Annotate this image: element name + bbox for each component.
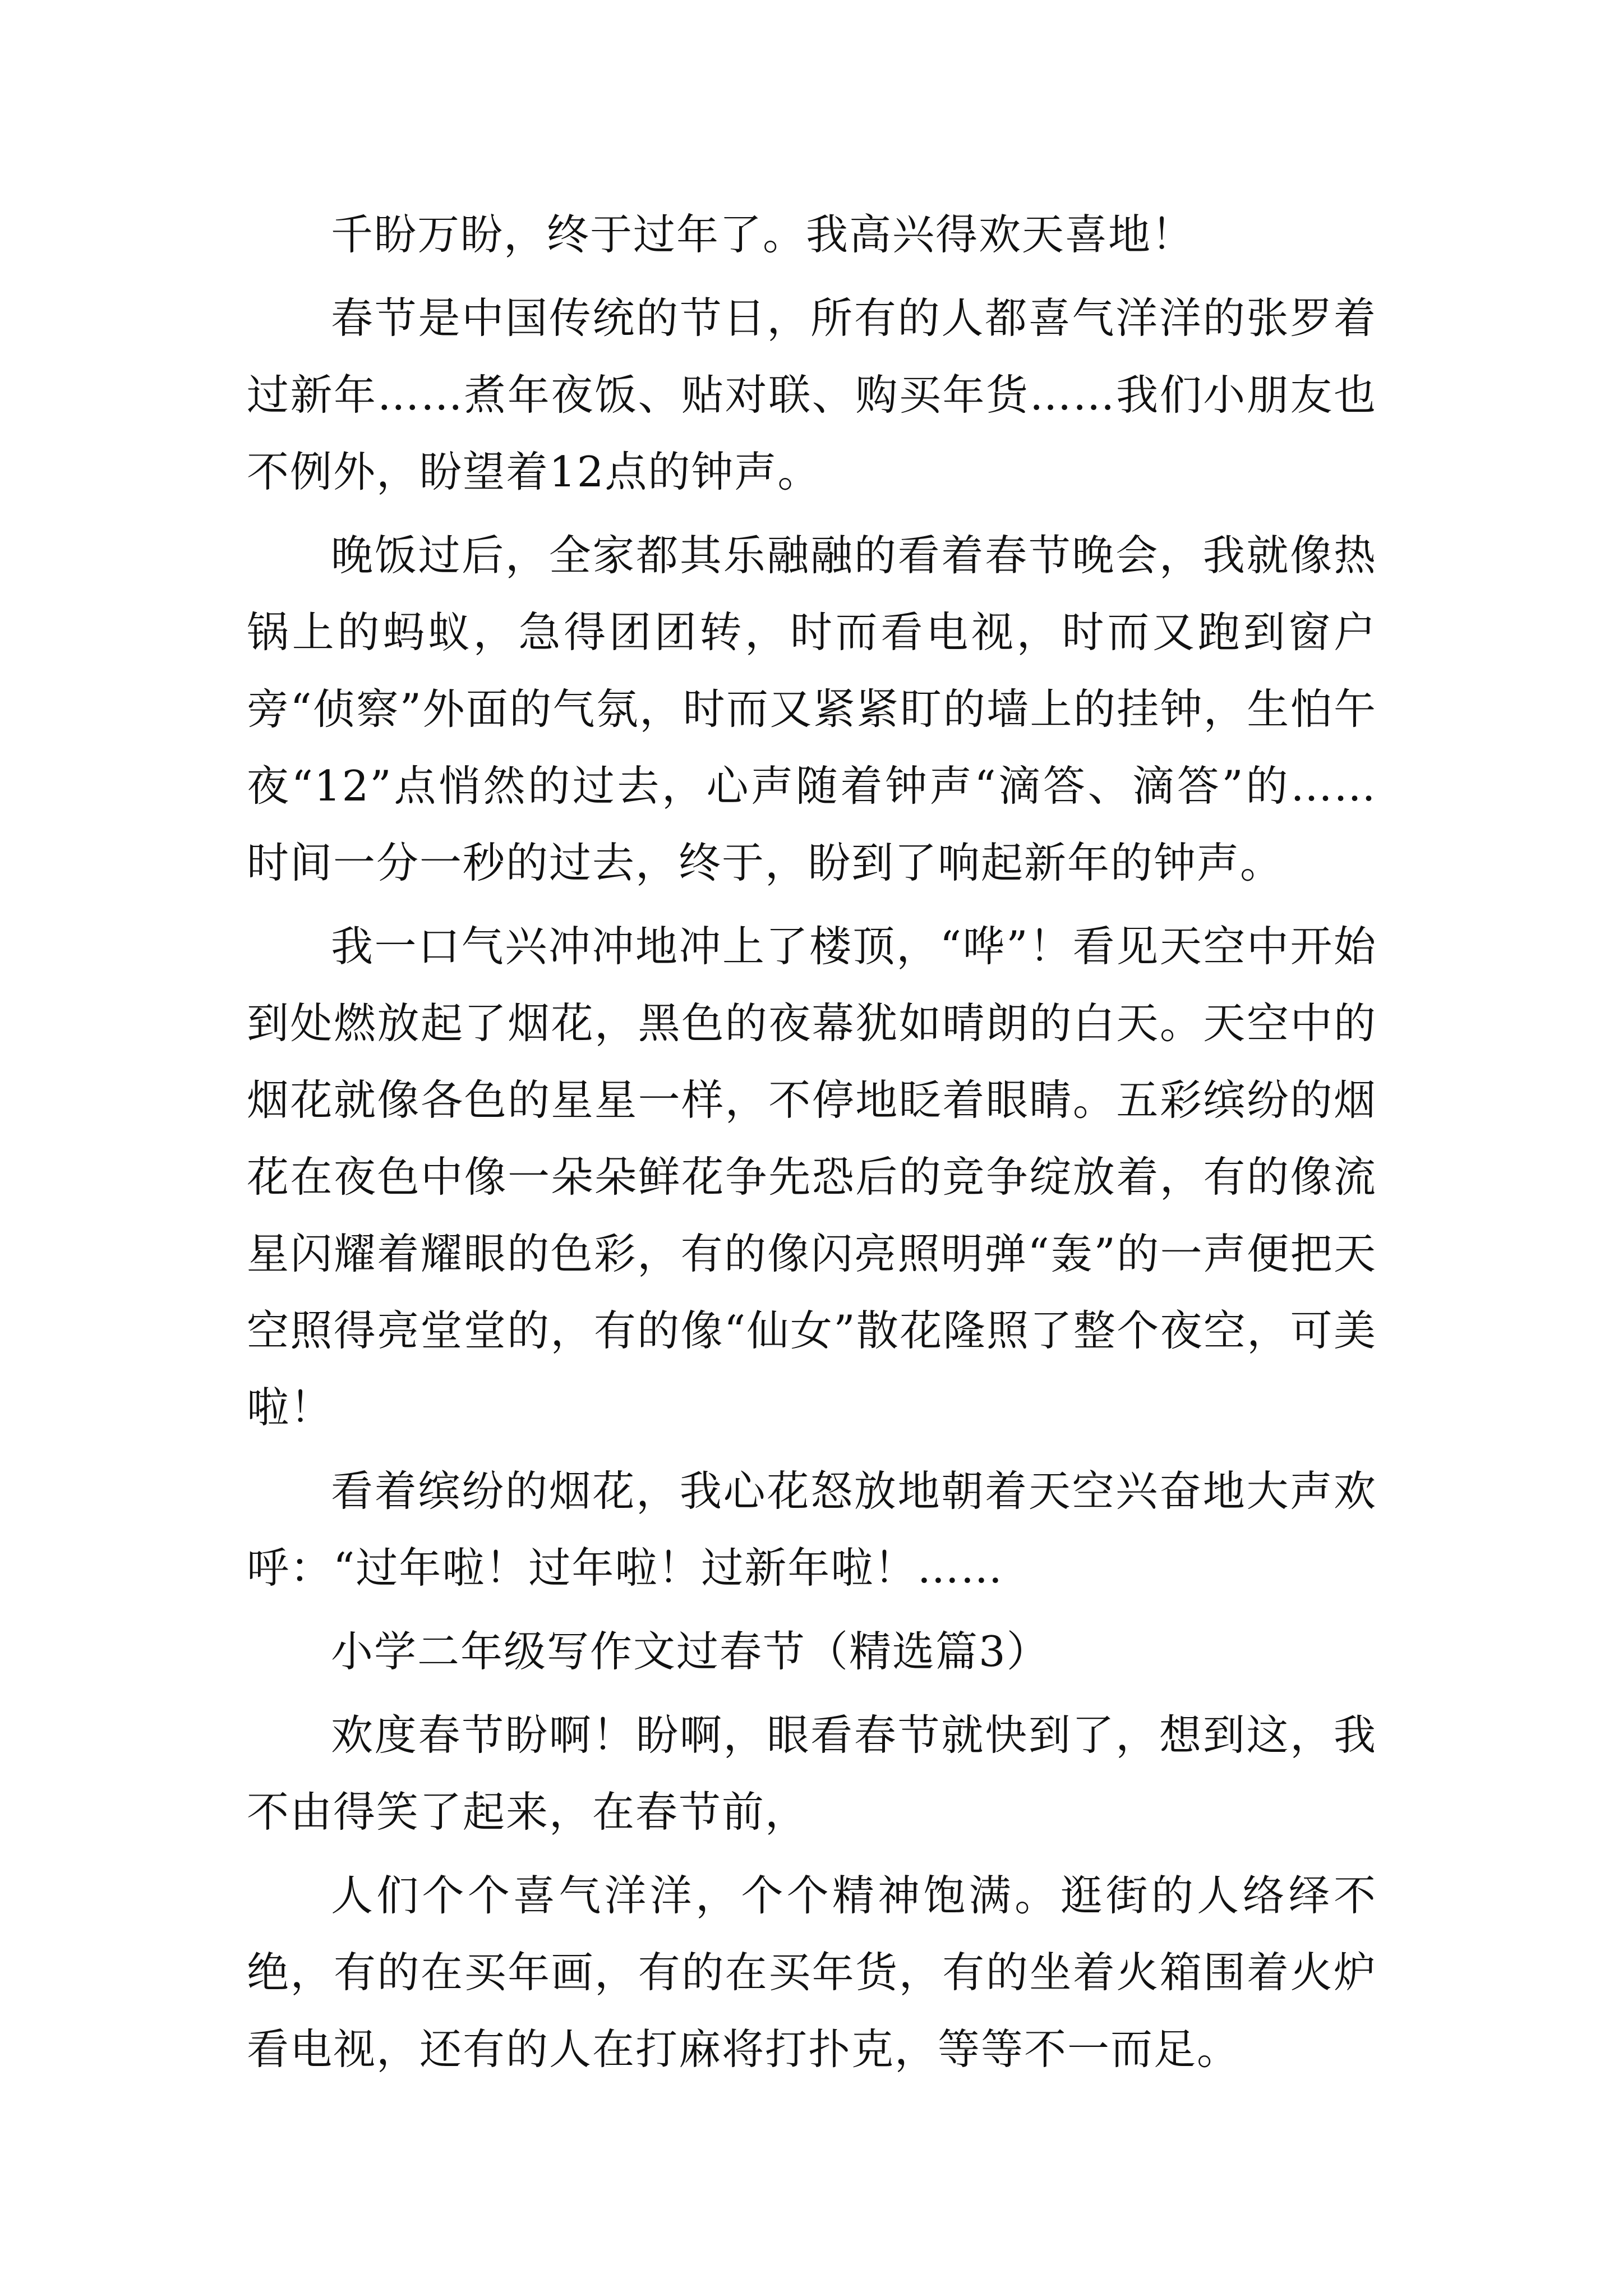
section-heading: 小学二年级写作文过春节（精选篇3）	[331, 1627, 1050, 1676]
paragraph-evening: 晚饭过后，全家都其乐融融的看着春节晚会，我就像热锅上的蚂蚁，急得团团转，时而看电视，时而又跑到窗户旁“侦察”外面的气氛，时而又紧紧盯的墙上的挂钟，生怕午夜“12”点悄然的过去，心声随着钟声“滴答、滴答”的……时间一分一秒的过去，终于，盼到了响起新年的钟声。	[247, 531, 1377, 887]
paragraph-cheer: 看着缤纷的烟花，我心花怒放地朝着天空兴奋地大声欢呼：“过年啦！过年啦！过新年啦！……	[247, 1466, 1377, 1593]
document-body	[247, 196, 1377, 2095]
paragraph-intro: 千盼万盼，终于过年了。我高兴得欢天喜地！	[331, 210, 1195, 259]
paragraph-people: 人们个个喜气洋洋，个个精神饱满。逛街的人络绎不绝，有的在买年画，有的在买年货，有的坐着火箱围着火炉看电视，还有的人在打麻将打扑克，等等不一而足。	[247, 1871, 1377, 2074]
paragraph-spring-festival: 春节是中国传统的节日，所有的人都喜气洋洋的张罗着过新年……煮年夜饭、贴对联、购买年货……我们小朋友也不例外，盼望着12点的钟声。	[247, 293, 1377, 496]
paragraph-anticipation: 欢度春节盼啊！盼啊，眼看春节就快到了，想到这，我不由得笑了起来，在春节前，	[247, 1710, 1377, 1837]
paragraph-fireworks: 我一口气兴冲冲地冲上了楼顶，“哗”！看见天空中开始到处燃放起了烟花，黑色的夜幕犹如晴朗的白天。天空中的烟花就像各色的星星一样，不停地眨着眼睛。五彩缤纷的烟花在夜色中像一朵朵鲜花争先恐后的竞争绽放着，有的像流星闪耀着耀眼的色彩，有的像闪亮照明弹“轰”的一声便把天空照得亮堂堂的，有的像“仙女”散花隆照了整个夜空，可美啦！	[247, 922, 1377, 1432]
